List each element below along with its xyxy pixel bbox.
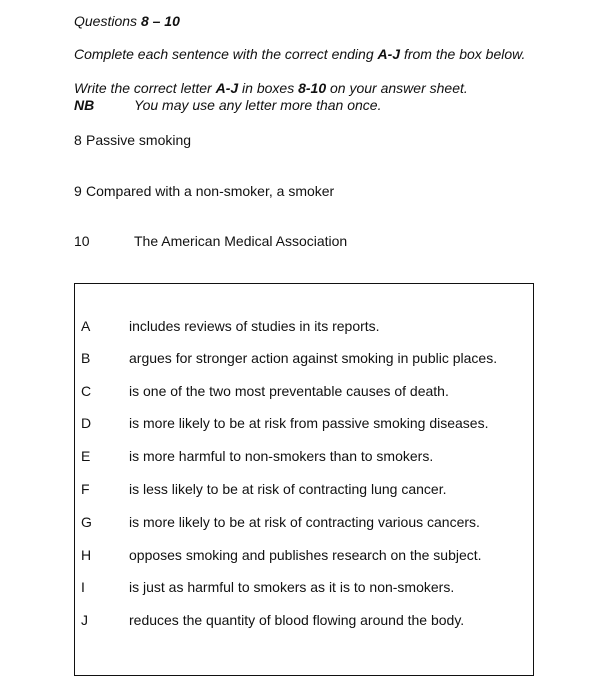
questions-heading bbox=[74, 13, 180, 29]
question-stem: Compared with a non-smoker, a smoker bbox=[86, 183, 335, 199]
heading-prefix: Questions bbox=[74, 13, 141, 29]
ending-option bbox=[75, 318, 533, 338]
option-text: is more harmful to non-smokers than to smokers. bbox=[129, 448, 434, 464]
option-text: is one of the two most preventable causes of death. bbox=[129, 383, 449, 399]
option-letter: B bbox=[81, 350, 91, 366]
option-letter: H bbox=[81, 547, 92, 563]
question-number: 8 bbox=[74, 132, 82, 148]
question-stem: The American Medical Association bbox=[134, 233, 348, 249]
heading-range: 8 – 10 bbox=[140, 13, 180, 29]
ending-option bbox=[75, 448, 533, 468]
nb-note: You may use any letter more than once. bbox=[134, 97, 382, 113]
option-text: reduces the quantity of blood flowing around the body. bbox=[129, 612, 465, 628]
instruction-letter-range: A-J bbox=[377, 46, 401, 62]
instruction-text: Write the correct letter bbox=[74, 80, 216, 96]
question-number: 9 bbox=[74, 183, 82, 199]
instruction-letter-range: A-J bbox=[215, 80, 239, 96]
option-letter: C bbox=[81, 383, 92, 399]
instruction-text: Complete each sentence with the correct ending bbox=[74, 46, 378, 62]
ending-option bbox=[75, 415, 533, 435]
option-text: is more likely to be at risk from passive smoking diseases. bbox=[129, 415, 489, 431]
question-number: 10 bbox=[74, 233, 90, 249]
question-stem: Passive smoking bbox=[86, 132, 192, 148]
option-text: is just as harmful to smokers as it is to non-smokers. bbox=[129, 579, 455, 595]
instruction-text: from the box below. bbox=[400, 46, 526, 62]
ending-option bbox=[75, 579, 533, 599]
ending-option bbox=[75, 481, 533, 501]
endings-box bbox=[74, 283, 534, 676]
ending-option bbox=[75, 350, 533, 370]
ending-option bbox=[75, 383, 533, 403]
option-letter: A bbox=[81, 318, 91, 334]
option-letter: D bbox=[81, 415, 92, 431]
instruction-write-letter bbox=[74, 80, 468, 96]
nb-label: NB bbox=[74, 97, 95, 113]
option-letter: E bbox=[81, 448, 91, 464]
ending-option bbox=[75, 514, 533, 534]
ending-option bbox=[75, 612, 533, 632]
option-text: is less likely to be at risk of contracting lung cancer. bbox=[129, 481, 447, 497]
option-letter: F bbox=[81, 481, 90, 497]
instruction-complete-sentence bbox=[74, 46, 525, 62]
option-letter: J bbox=[81, 612, 88, 628]
option-text: argues for stronger action against smoking in public places. bbox=[129, 350, 498, 366]
option-letter: G bbox=[81, 514, 92, 530]
option-letter: I bbox=[81, 579, 85, 595]
instruction-text: on your answer sheet. bbox=[326, 80, 468, 96]
option-text: opposes smoking and publishes research on the subject. bbox=[129, 547, 482, 563]
instruction-text: in boxes bbox=[238, 80, 299, 96]
instruction-box-range: 8-10 bbox=[298, 80, 327, 96]
ending-option bbox=[75, 547, 533, 567]
option-text: includes reviews of studies in its reports. bbox=[129, 318, 380, 334]
option-text: is more likely to be at risk of contracting various cancers. bbox=[129, 514, 480, 530]
